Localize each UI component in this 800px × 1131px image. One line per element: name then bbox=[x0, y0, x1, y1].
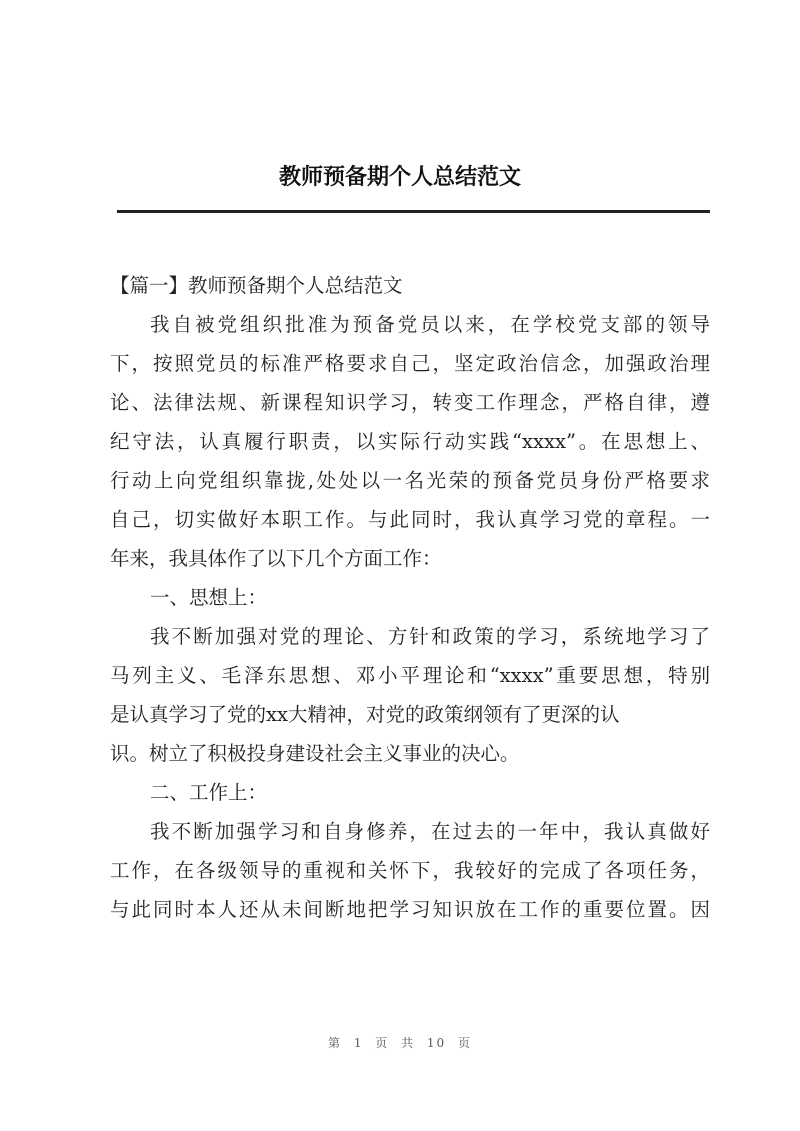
document-title: 教师预备期个人总结范文 bbox=[278, 164, 521, 190]
paragraph-line: 与此同时本人还从未间断地把学习知识放在工作的重要位置。因 bbox=[110, 898, 710, 921]
paragraph-line: 自己，切实做好本职工作。与此同时，我认真学习党的章程。一 bbox=[110, 508, 710, 531]
title-divider bbox=[117, 210, 710, 213]
paragraph-line: 论、法律法规、新课程知识学习，转变工作理念，严格自律，遵 bbox=[110, 391, 710, 414]
paragraph-line: 我不断加强对党的理论、方针和政策的学习，系统地学习了 bbox=[150, 625, 710, 648]
paragraph-line: 识。树立了积极投身建设社会主义事业的决心。 bbox=[110, 742, 520, 765]
paragraph-line: 马列主义、毛泽东思想、邓小平理论和“xxxx”重要思想，特别 bbox=[110, 664, 710, 687]
section-heading: 【篇一】教师预备期个人总结范文 bbox=[110, 274, 403, 297]
paragraph-line: 纪守法，认真履行职责，以实际行动实践“xxxx”。在思想上、 bbox=[110, 430, 710, 453]
page-number-footer: 第 1 页 共 10 页 bbox=[328, 1036, 472, 1050]
document-body bbox=[110, 266, 710, 929]
paragraph-line: 下，按照党员的标准严格要求自己，坚定政治信念，加强政治理 bbox=[110, 352, 710, 375]
paragraph-line: 工作，在各级领导的重视和关怀下，我较好的完成了各项任务， bbox=[110, 859, 710, 882]
paragraph-line: 年来，我具体作了以下几个方面工作： bbox=[110, 547, 442, 570]
paragraph-line: 我自被党组织批准为预备党员以来，在学校党支部的领导 bbox=[150, 313, 710, 336]
paragraph-line: 行动上向党组织靠拢,处处以一名光荣的预备党员身份严格要求 bbox=[110, 469, 710, 492]
paragraph-line: 我不断加强学习和自身修养，在过去的一年中，我认真做好 bbox=[150, 820, 710, 843]
paragraph-line: 是认真学习了党的xx大精神，对党的政策纲领有了更深的认 bbox=[110, 703, 620, 726]
subsection-heading: 一、思想上： bbox=[150, 586, 268, 609]
subsection-heading: 二、工作上： bbox=[150, 781, 268, 804]
